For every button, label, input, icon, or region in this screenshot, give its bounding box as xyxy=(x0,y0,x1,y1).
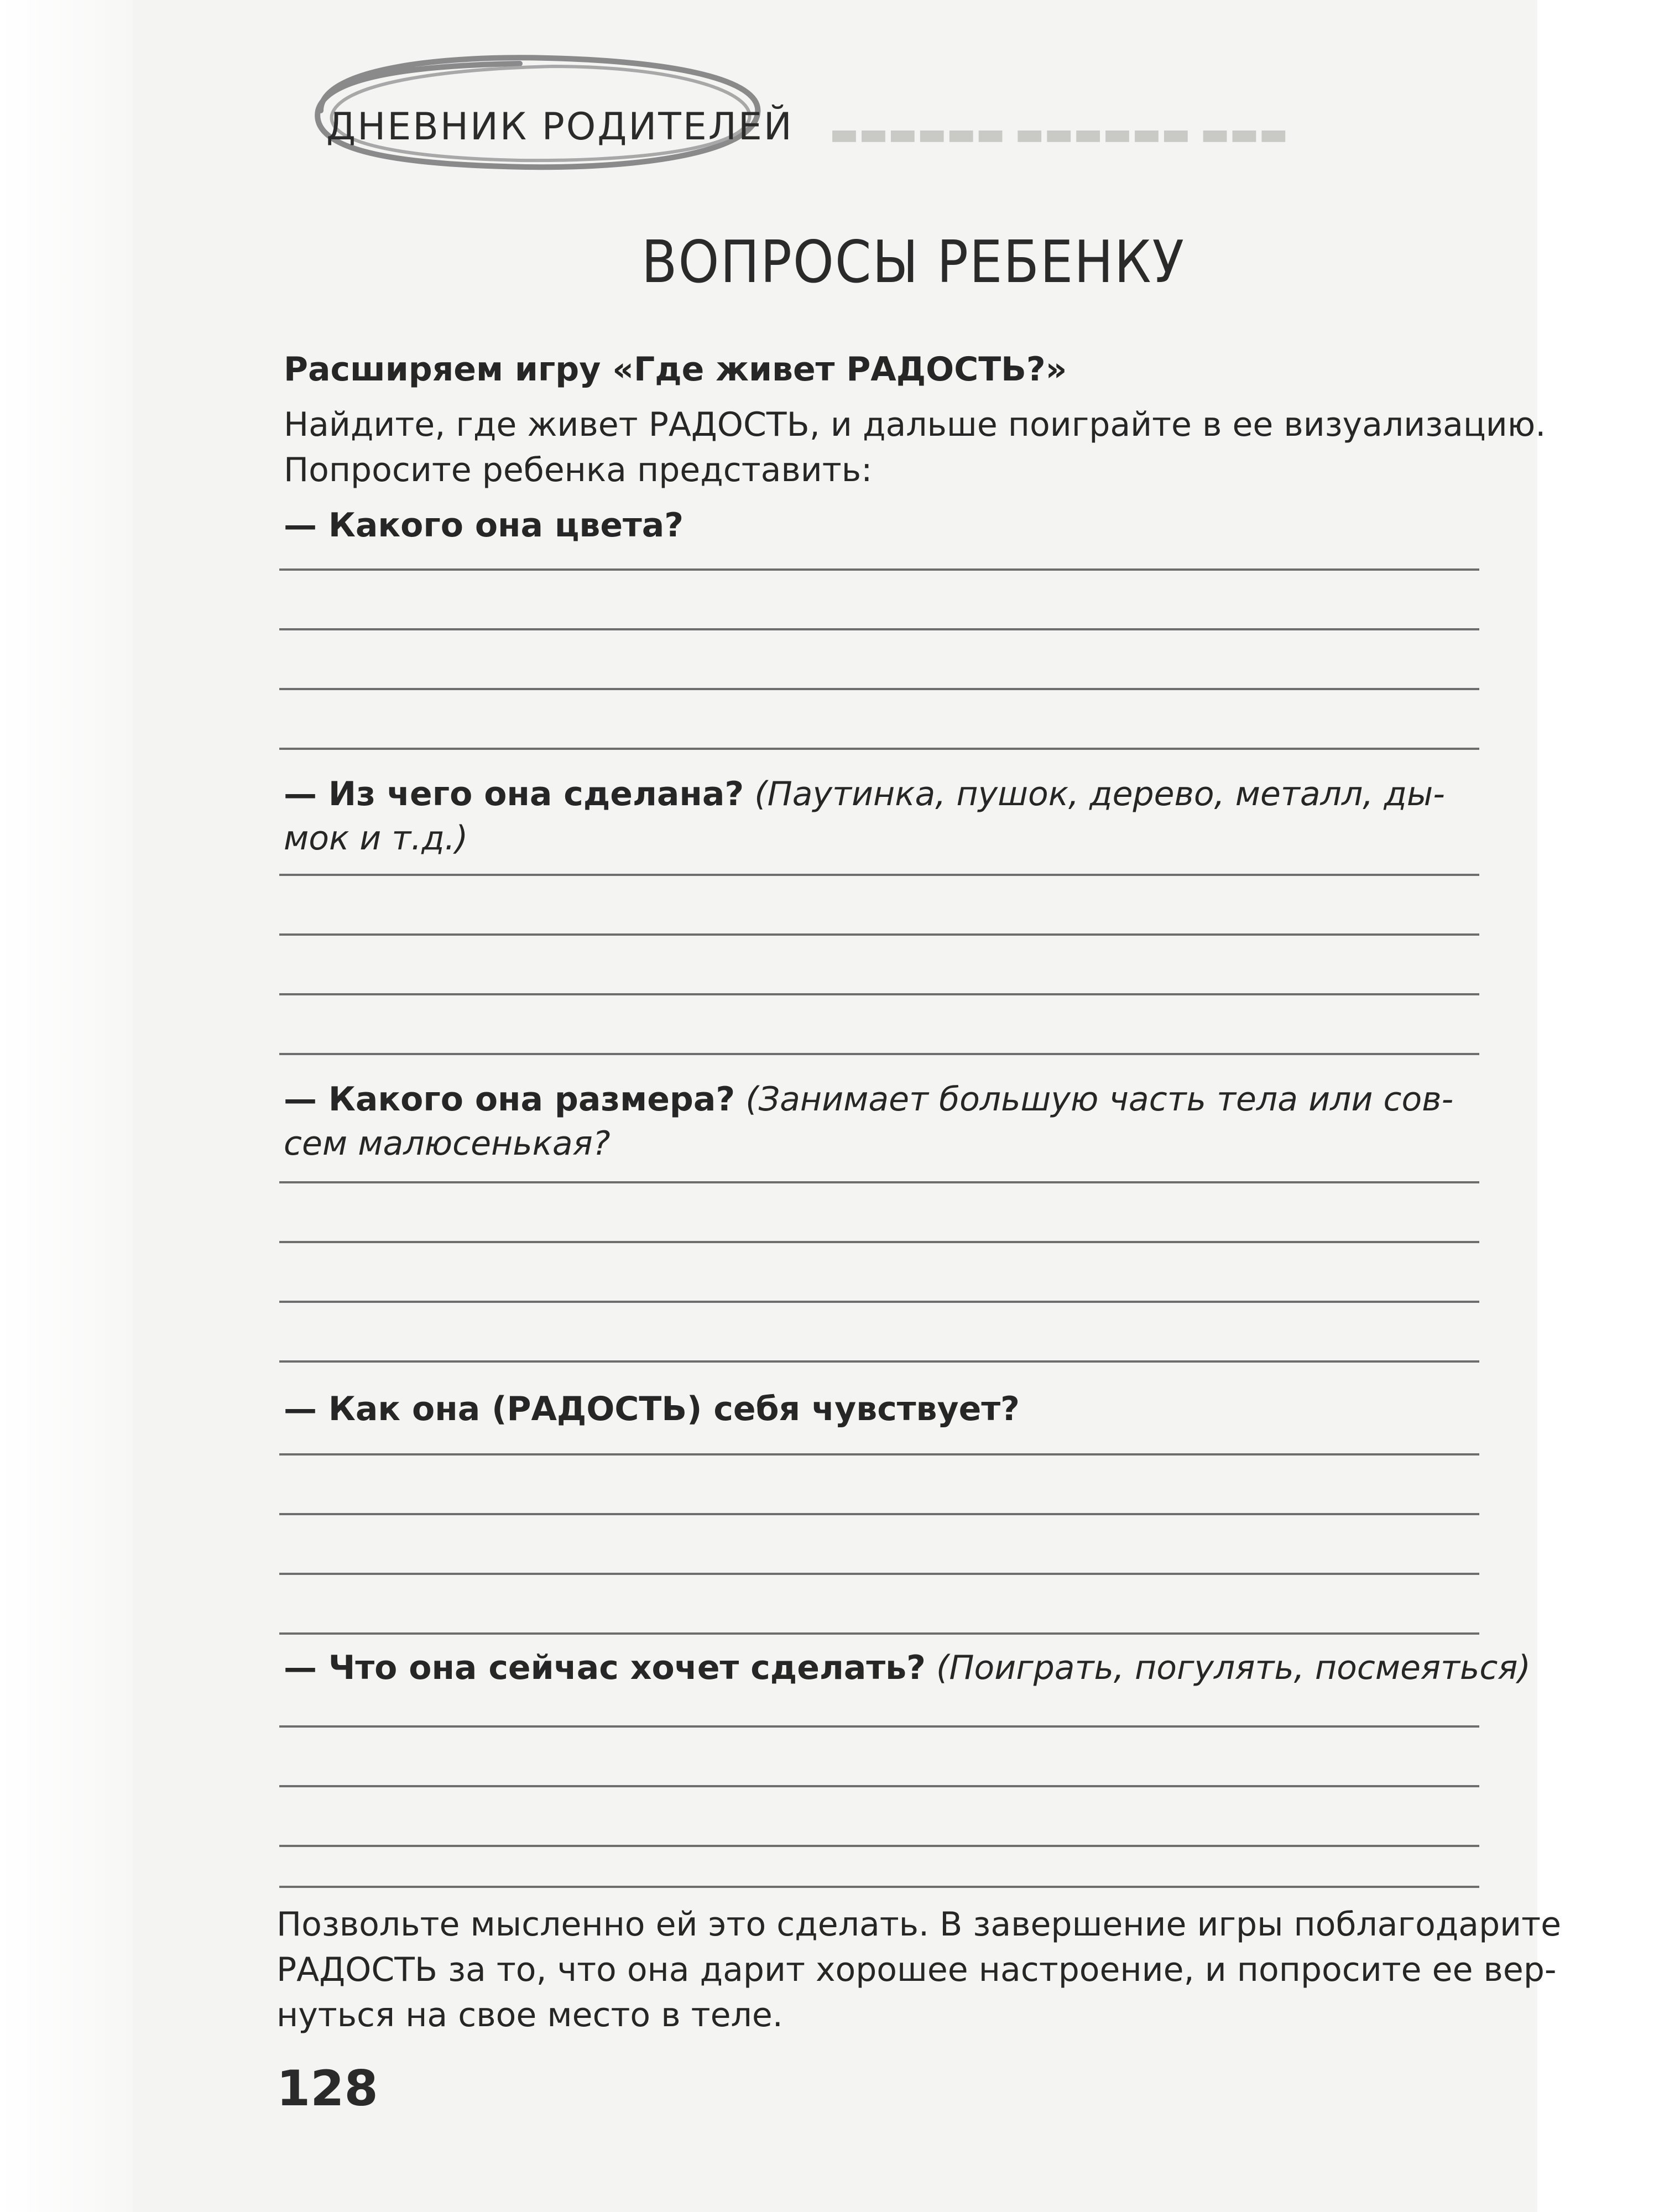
bleed-through-text: ▬▬▬ ▬▬▬▬▬▬ ▬▬▬▬▬▬ xyxy=(830,116,1288,152)
intro-line-2: Попросите ребенка представить: xyxy=(284,451,873,489)
answer-line xyxy=(279,874,1479,876)
question-4: — Как она (РАДОСТЬ) себя чувствует? xyxy=(284,1390,1020,1428)
question-5 xyxy=(284,1646,1531,1690)
section-header: ДНЕВНИК РОДИТЕЛЕЙ xyxy=(326,105,794,149)
closing-line-3: нуться на свое место в теле. xyxy=(276,1996,783,2034)
question-5-hint: (Поиграть, погулять, посмеяться) xyxy=(936,1648,1531,1687)
answer-line xyxy=(279,993,1479,995)
answer-line xyxy=(279,1886,1479,1888)
answer-line xyxy=(279,1181,1479,1183)
intro-line-1: Найдите, где живет РАДОСТЬ, и дальше поиграйте в ее визуализацию. xyxy=(284,405,1546,444)
question-2 xyxy=(284,772,1445,816)
intro-heading: Расширяем игру «Где живет РАДОСТЬ?» xyxy=(284,350,1067,389)
question-5-text: — Что она сейчас хочет сделать? xyxy=(284,1648,926,1687)
question-2-hint-cont: мок и т.д.) xyxy=(284,819,468,858)
answer-line xyxy=(279,1573,1479,1575)
question-3-text: — Какого она размера? xyxy=(284,1080,735,1119)
question-2-text: — Из чего она сделана? xyxy=(284,775,744,813)
answer-line xyxy=(279,1453,1479,1455)
question-1: — Какого она цвета? xyxy=(284,506,684,545)
answer-line xyxy=(279,1785,1479,1787)
answer-line xyxy=(279,1632,1479,1635)
question-3-hint: (Занимает большую часть тела или сов- xyxy=(745,1080,1454,1119)
answer-line xyxy=(279,1241,1479,1243)
answer-line xyxy=(279,1301,1479,1303)
page-number: 128 xyxy=(276,2060,378,2117)
question-3-hint-cont: сем малюсенькая? xyxy=(284,1124,611,1163)
closing-line-1: Позвольте мысленно ей это сделать. В завершение игры поблагодарите xyxy=(276,1905,1562,1944)
answer-line xyxy=(279,568,1479,571)
answer-line xyxy=(279,1725,1479,1728)
question-3 xyxy=(284,1077,1453,1121)
answer-line xyxy=(279,748,1479,750)
answer-line xyxy=(279,1845,1479,1847)
answer-line xyxy=(279,628,1479,630)
answer-line xyxy=(279,1513,1479,1515)
answer-line xyxy=(279,933,1479,936)
question-2-hint: (Паутинка, пушок, дерево, металл, ды- xyxy=(754,775,1445,813)
answer-line xyxy=(279,1053,1479,1055)
closing-line-2: РАДОСТЬ за то, что она дарит хорошее настроение, и попросите ее вер- xyxy=(276,1950,1557,1989)
scan-margin xyxy=(0,0,133,2212)
answer-line xyxy=(279,688,1479,690)
answer-line xyxy=(279,1360,1479,1363)
page-title: ВОПРОСЫ РЕБЕНКУ xyxy=(641,228,1185,296)
